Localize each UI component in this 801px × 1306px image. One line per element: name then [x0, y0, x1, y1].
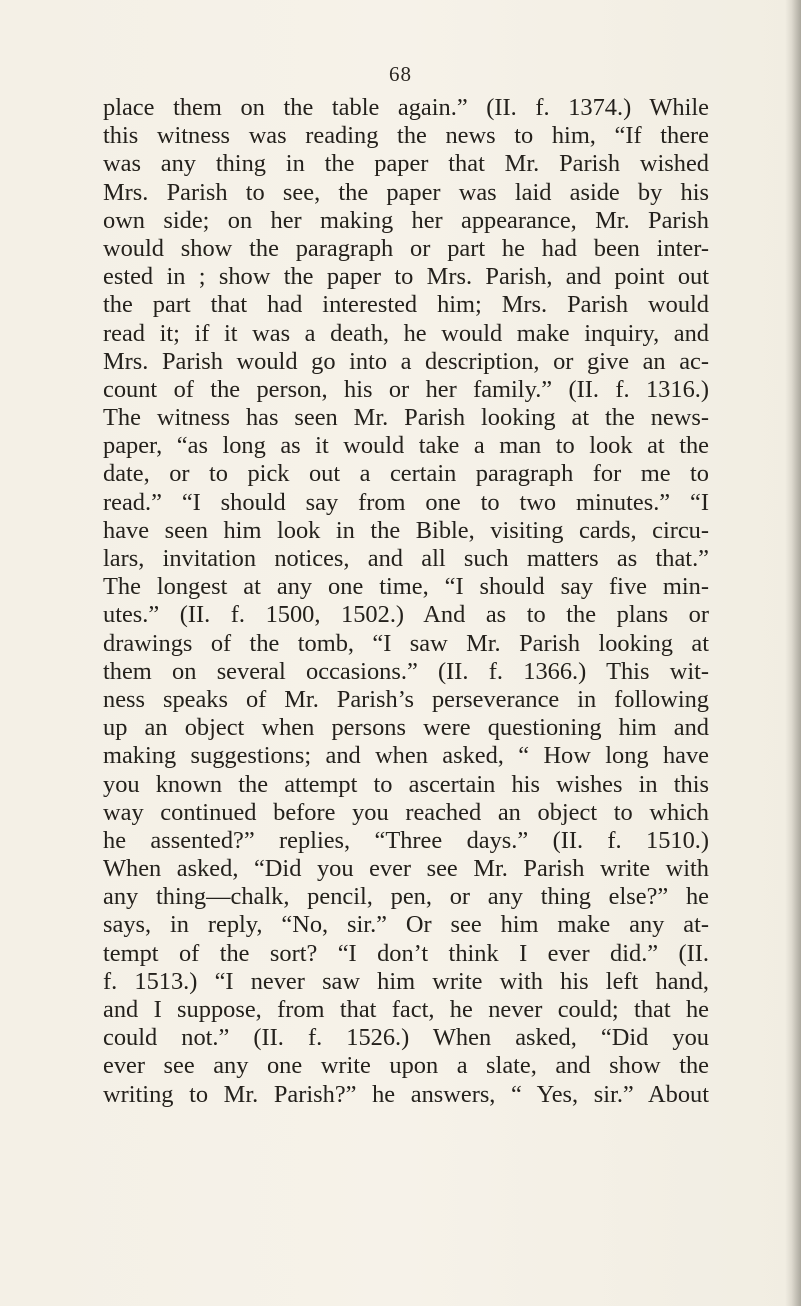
text-line: f. 1513.) “I never saw him write with his left hand,	[103, 967, 709, 995]
text-line: would show the paragraph or part he had been inter-	[103, 234, 709, 262]
text-line: place them on the table again.” (II. f. 1374.) While	[103, 94, 709, 121]
text-line: read.” “I should say from one to two minutes.” “I	[103, 488, 709, 516]
text-line: making suggestions; and when asked, “ How long have	[103, 742, 709, 770]
body-text	[103, 94, 709, 1109]
text-line: Mrs. Parish would go into a description, or give an ac-	[103, 347, 709, 375]
text-line: The witness has seen Mr. Parish looking at the news-	[103, 404, 709, 432]
text-line: up an object when persons were questioning him and	[103, 714, 709, 742]
text-line: count of the person, his or her family.” (II. f. 1316.)	[103, 375, 709, 403]
text-line: any thing—chalk, pencil, pen, or any thing else?” he	[103, 883, 709, 911]
page-number: 68	[389, 62, 412, 86]
text-line: ested in ; show the paper to Mrs. Parish, and point out	[103, 263, 709, 291]
page-edge-shadow	[785, 0, 801, 1306]
text-line: paper, “as long as it would take a man to look at the	[103, 432, 709, 460]
text-line: he assented?” replies, “Three days.” (II. f. 1510.)	[103, 826, 709, 854]
text-line: drawings of the tomb, “I saw Mr. Parish looking at	[103, 629, 709, 657]
text-line: this witness was reading the news to him, “If there	[103, 122, 709, 150]
text-line: them on several occasions.” (II. f. 1366.) This wit-	[103, 657, 709, 685]
text-line: way continued before you reached an object to which	[103, 798, 709, 826]
text-line: you known the attempt to ascertain his wishes in this	[103, 770, 709, 798]
text-line: utes.” (II. f. 1500, 1502.) And as to the plans or	[103, 601, 709, 629]
text-line: ever see any one write upon a slate, and show the	[103, 1052, 709, 1080]
text-line: Mrs. Parish to see, the paper was laid aside by his	[103, 178, 709, 206]
text-line: date, or to pick out a certain paragraph for me to	[103, 460, 709, 488]
text-line: was any thing in the paper that Mr. Parish wished	[103, 150, 709, 178]
text-line: When asked, “Did you ever see Mr. Parish write with	[103, 855, 709, 883]
text-line: and I suppose, from that fact, he never could; that he	[103, 996, 709, 1023]
text-line: lars, invitation notices, and all such matters as that.”	[103, 545, 709, 572]
text-line: the part that had interested him; Mrs. Parish would	[103, 291, 709, 319]
text-line: writing to Mr. Parish?” he answers, “ Yes, sir.” About	[103, 1080, 709, 1108]
text-line: tempt of the sort? “I don’t think I ever did.” (II.	[103, 939, 709, 967]
text-line: could not.” (II. f. 1526.) When asked, “Did you	[103, 1024, 709, 1052]
text-line: says, in reply, “No, sir.” Or see him make any at-	[103, 911, 709, 939]
text-line: own side; on her making her appearance, Mr. Parish	[103, 206, 709, 234]
text-line: ness speaks of Mr. Parish’s perseverance in following	[103, 685, 709, 713]
text-line: read it; if it was a death, he would make inquiry, and	[103, 319, 709, 347]
text-line: The longest at any one time, “I should say five min-	[103, 573, 709, 601]
text-line: have seen him look in the Bible, visiting cards, circu-	[103, 516, 709, 544]
